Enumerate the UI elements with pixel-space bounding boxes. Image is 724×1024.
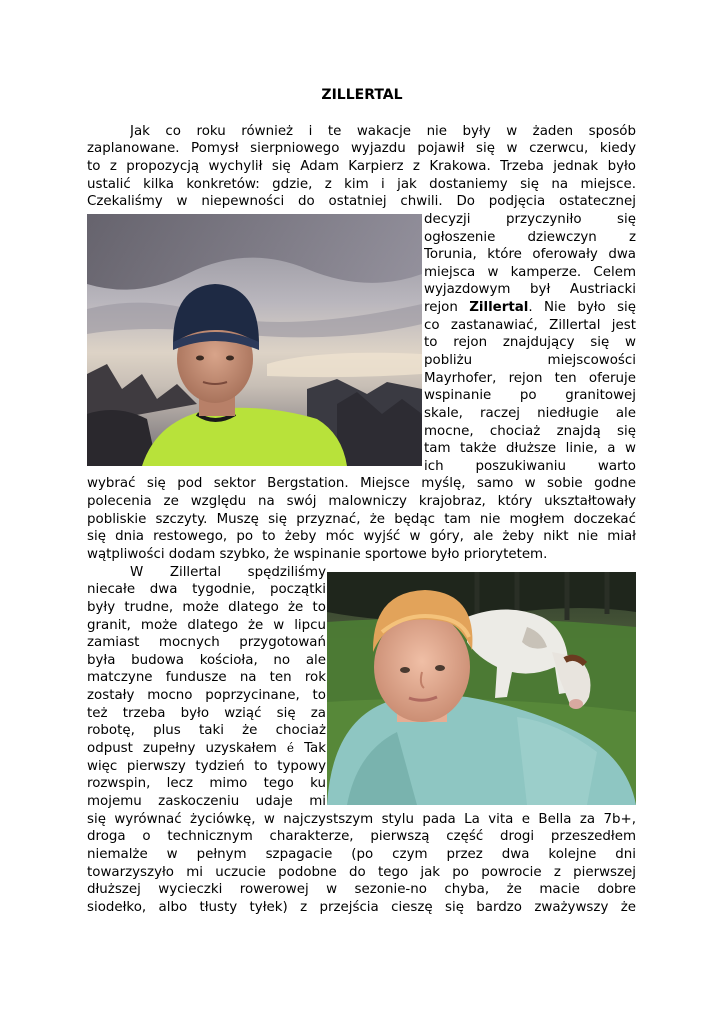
text-line: pobliżu miejscowości — [424, 353, 636, 368]
text-line: rozwspin, lecz mimo tego ku — [87, 776, 326, 791]
photo-cow-selfie — [327, 572, 636, 805]
text-line: też trzeba było wziąć się za — [87, 706, 326, 721]
article-title: ZILLERTAL — [321, 87, 403, 103]
text-line: Czekaliśmy w niepewności do ostatniej chwili. Do podjęcia ostatecznej — [87, 194, 636, 209]
text-line: miejsca w kamperze. Celem — [424, 265, 636, 280]
text-line: Torunia, które oferowały dwa — [424, 247, 636, 262]
text-line: niemalże w pełnym szpagacie (po czym przez dwa kolejne dni — [87, 847, 636, 862]
text-line: się dnia restowego, po to żeby móc wyjść w góry, ale żeby nikt nie miał — [87, 529, 636, 544]
text-fragment: odpust zupełny uzyskałem — [87, 741, 287, 756]
text-line: granit, może dlatego że w lipcu — [87, 618, 326, 633]
text-line: ustalić kilka konkretów: gdzie, z kim i jak dostaniemy się na miejsce. — [87, 177, 636, 192]
text-line: wątpliwości dodam szybko, że wspinanie sportowe było priorytetem. — [87, 547, 548, 562]
text-line: polecenia ze względu na swój malowniczy krajobraz, który ukształtowały — [87, 494, 636, 509]
text-line: zaplanowane. Pomysł sierpniowego wyjazdu pojawił się w czerwcu, kiedy — [87, 141, 636, 156]
text-line: decyzji przyczyniło się — [424, 212, 636, 227]
text-line: robotę, plus taki że chociaż — [87, 723, 326, 738]
photo-mountain-selfie — [87, 214, 422, 466]
text-line: W Zillertal spędziliśmy — [130, 565, 326, 580]
text-line: droga o technicznym charakterze, pierwszą część drogi przeszedłem — [87, 829, 636, 844]
text-fragment: Tak — [293, 741, 326, 756]
text-fragment: rejon — [424, 300, 470, 315]
text-line — [87, 740, 326, 757]
text-line: to rejon znajdujący się w — [424, 335, 636, 350]
text-line: zamiast mocnych przygotowań — [87, 635, 326, 650]
text-line: matczyne fundusze na ten rok — [87, 670, 326, 685]
text-line: wybrać się pod sektor Bergstation. Miejsce myślę, samo w sobie godne — [87, 476, 636, 491]
text-line: niecałe dwa tygodnie, początki — [87, 582, 326, 597]
text-line: była budowa kościoła, no ale — [87, 653, 326, 668]
text-line: więc pierwszy tydzień to typowy — [87, 759, 326, 774]
text-line: się wyrównać życiówkę, w najczystszym stylu pada La vita e Bella za 7b+, — [87, 812, 636, 827]
text-line: co zastanawiać, Zillertal jest — [424, 318, 636, 333]
text-line: towarzyszyło mi uczucie podobne do tego jak po powrocie z pierwszej — [87, 865, 636, 880]
text-line: pobliskie szczyty. Muszę się przyznać, że będąc tam nie mogłem doczekać — [87, 512, 636, 527]
text-line: ich poszukiwaniu warto — [424, 459, 636, 474]
text-line: wyjazdowym był Austriacki — [424, 282, 636, 297]
text-line: mocne, chociaż znajdą się — [424, 424, 636, 439]
text-line: to z propozycją wychylił się Adam Karpierz z Krakowa. Trzeba jednak było — [87, 159, 636, 174]
emphasis-zillertal: Zillertal — [469, 300, 529, 315]
text-fragment: é — [286, 741, 294, 755]
text-line: siodełko, albo tłusty tyłek) z przejścia cieszę się bardzo zważywszy że — [87, 900, 636, 915]
text-line: ogłoszenie dziewczyn z — [424, 230, 636, 245]
text-line — [424, 299, 636, 316]
text-line: mojemu zaskoczeniu udaje mi — [87, 794, 326, 809]
text-line: dłuższej wycieczki rowerowej w sezonie-no chyba, że macie dobre — [87, 882, 636, 897]
text-line: Jak co roku również i te wakacje nie były w żaden sposób — [130, 124, 636, 139]
text-line: wspinanie po granitowej — [424, 388, 636, 403]
text-fragment: . Nie było się — [528, 300, 636, 315]
text-line: Mayrhofer, rejon ten oferuje — [424, 371, 636, 386]
text-line: zostały mocno poprzycinane, to — [87, 688, 326, 703]
text-line: były trudne, może dlatego że to — [87, 600, 326, 615]
text-line: tam także dłuższe linie, a w — [424, 441, 636, 456]
text-line: skale, raczej niedługie ale — [424, 406, 636, 421]
